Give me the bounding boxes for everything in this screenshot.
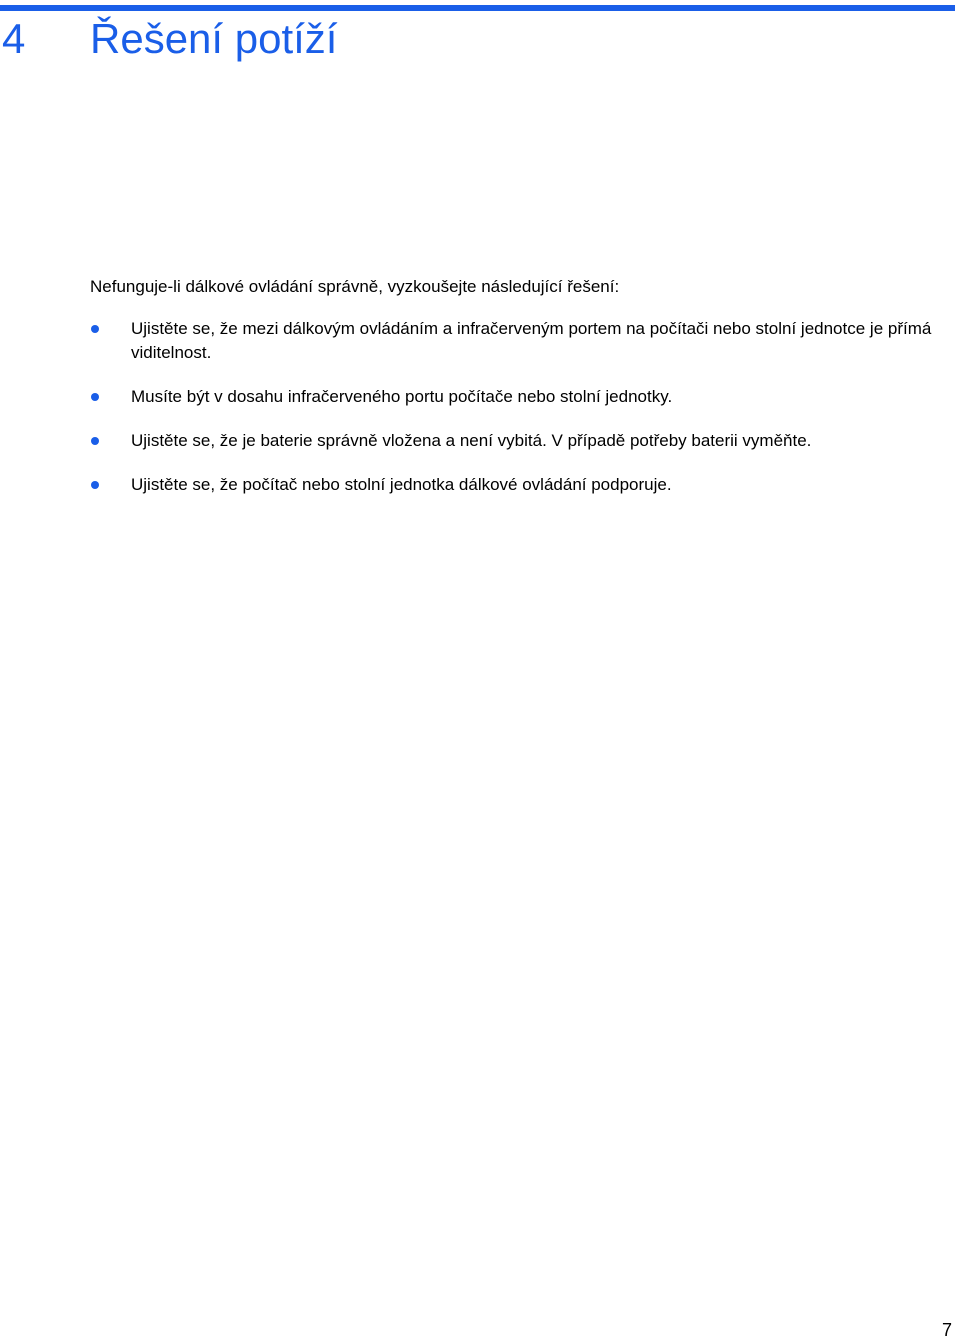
bullet-icon (91, 393, 99, 401)
list-item (0, 317, 960, 365)
bullet-icon (91, 481, 99, 489)
page-number: 7 (941, 1320, 952, 1340)
list-item (0, 429, 960, 453)
bullet-icon (91, 437, 99, 445)
list-item-text: Musíte být v dosahu infračerveného portu počítače nebo stolní jednotky. (131, 387, 673, 406)
bullet-icon (91, 325, 99, 333)
intro-paragraph: Nefunguje-li dálkové ovládání správně, vyzkoušejte následující řešení: (90, 277, 620, 296)
list-item-text: Ujistěte se, že mezi dálkovým ovládáním a infračerveným portem na počítači nebo stolní jednotce je přímá viditelnost. (131, 319, 932, 362)
chapter-number: 4 (2, 15, 26, 62)
list-item (0, 473, 960, 497)
troubleshooting-list (0, 317, 960, 517)
chapter-title: Řešení potíží (90, 15, 338, 62)
list-item-text: Ujistěte se, že počítač nebo stolní jednotka dálkové ovládání podporuje. (131, 475, 672, 494)
list-item (0, 385, 960, 409)
chapter-top-rule (0, 5, 955, 11)
list-item-text: Ujistěte se, že je baterie správně vložena a není vybitá. V případě potřeby baterii vyměňte. (131, 431, 812, 450)
